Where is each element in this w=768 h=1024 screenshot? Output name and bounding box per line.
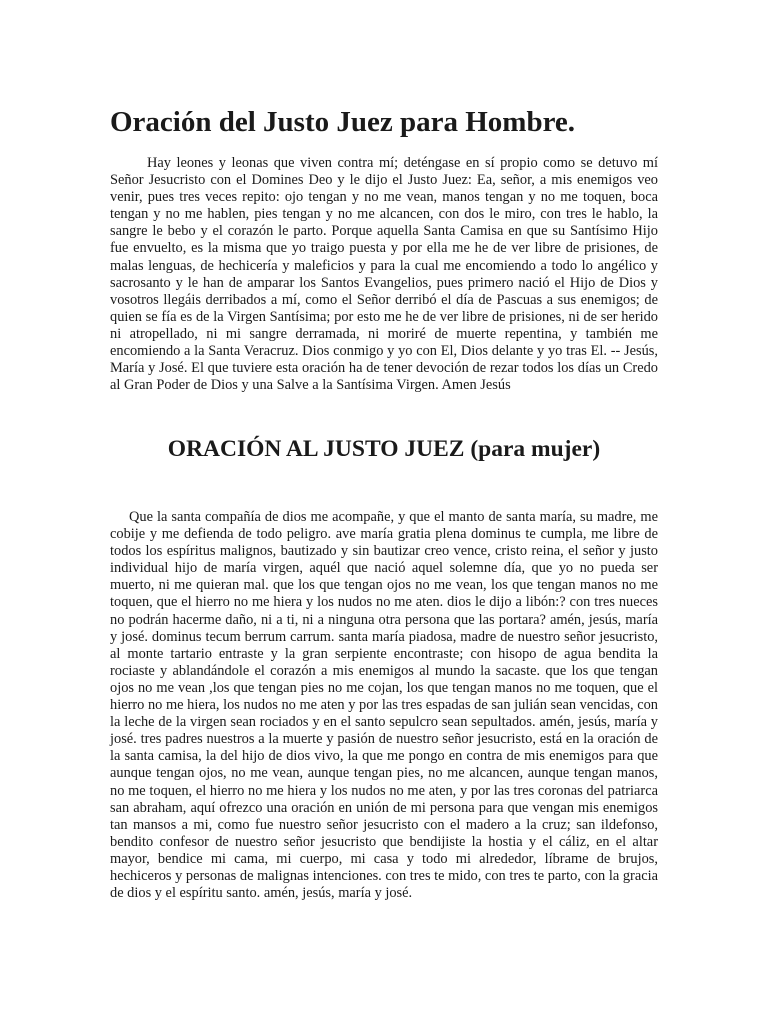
prayer-title-men: Oración del Justo Juez para Hombre. xyxy=(110,106,576,138)
prayer-body-men: Hay leones y leonas que viven contra mí; deténgase en sí propio como se detuvo mí Señor Jesucristo con el Domines Deo y le dijo el Justo Juez: Ea, señor, a mis enemigos veo venir, pues tres veces repito: ojo tengan y no me vean, manos tengan y no me toquen, boca tengan y no me hablen, pies tengan y no me alcancen, con dos le miro, con tres le hablo, la sangre le bebo y el corazón le parto. Porque aquella Santa Camisa en que su Santísimo Hijo fue envuelto, es la misma que yo traigo puesta y por ella me he de ver libre de prisiones, de malas lenguas, de hechicería y maleficios y para la cual me encomiendo a todo lo angélico y sacrosanto y le han de amparar los Santos Evangelios, pues primero nació el Hijo de Dios y vosotros llegáis derribados a mí, como el Señor derribó el día de Pascuas a sus enemigos; de quien se fía es de la Virgen Santísima; por esto me he de ver libre de prisiones, ni de ser herido ni atropellado, ni mi sangre derramada, ni moriré de muerte repentina, y también me encomiendo a la Santa Veracruz. Dios conmigo y yo con El, Dios delante y yo tras El. -- Jesús, María y José. El que tuviere esta oración ha de tener devoción de rezar todos los días un Credo al Gran Poder de Dios y una Salve a la Santísima Virgen. Amen Jesús xyxy=(110,155,658,394)
prayer-title-women: ORACIÓN AL JUSTO JUEZ (para mujer) xyxy=(167,436,601,462)
prayer-body-women: Que la santa compañía de dios me acompañe, y que el manto de santa maría, su madre, me cobije y me defienda de todo peligro. ave maría gratia plena dominus te cumpla, me libre de todos los espíritus malignos, bautizado y sin bautizar creo vence, cristo reina, el señor y justo individual hijo de maría virgen, aquél que nació aquel solemne día, que yo no pueda ser muerto, ni me quieran mal. que los que tengan ojos no me vean, los que tengan manos no me toquen, que el hierro no me hiera y los nudos no me aten. dios le dijo a libón:? con tres nueces no podrán hacerme daño, ni a ti, ni a ninguna otra persona que las portara? amén, jesús, maría y josé. dominus tecum berrum carrum. santa maría piadosa, madre de nuestro señor jesucristo, al monte tartario entraste y la gran serpiente encontraste; con hisopo de agua bendita la rociaste y ablandándole el corazón a mis enemigos al mundo la sacaste. que los que tengan ojos no me vean ,los que tengan pies no me cojan, los que tengan manos no me toquen, que el hierro no me hiera, los nudos no me aten y por las tres espadas de san julián sean vencidas, con la leche de la virgen sean rociados y en el santo sepulcro sean sepultados. amén, jesús, maría y josé. tres padres nuestros a la muerte y pasión de nuestro señor jesucristo, está en la oración de la santa camisa, la del hijo de dios vivo, la que me pongo en contra de mis enemigos para que aunque tengan ojos, no me vean, aunque tengan pies, no me alcancen, aunque tengan manos, no me toquen, el hierro no me hiera y los nudos no me aten, y por las tres coronas del patriarca san abraham, aquí ofrezco una oración en unión de mi persona para que vengan mis enemigos tan mansos a mi, como fue nuestro señor jesucristo con el madero a la cruz; san ildefonso, bendito confesor de nuestro señor jesucristo que bendijiste la hostia y el cáliz, en el altar mayor, bendice mi cama, mi cuerpo, mi casa y todo mi alrededor, líbrame de brujos, hechiceros y personas de malignas intenciones. con tres te mido, con tres te parto, con la gracia de dios y el espíritu santo. amén, jesús, maría y josé. xyxy=(110,509,658,902)
